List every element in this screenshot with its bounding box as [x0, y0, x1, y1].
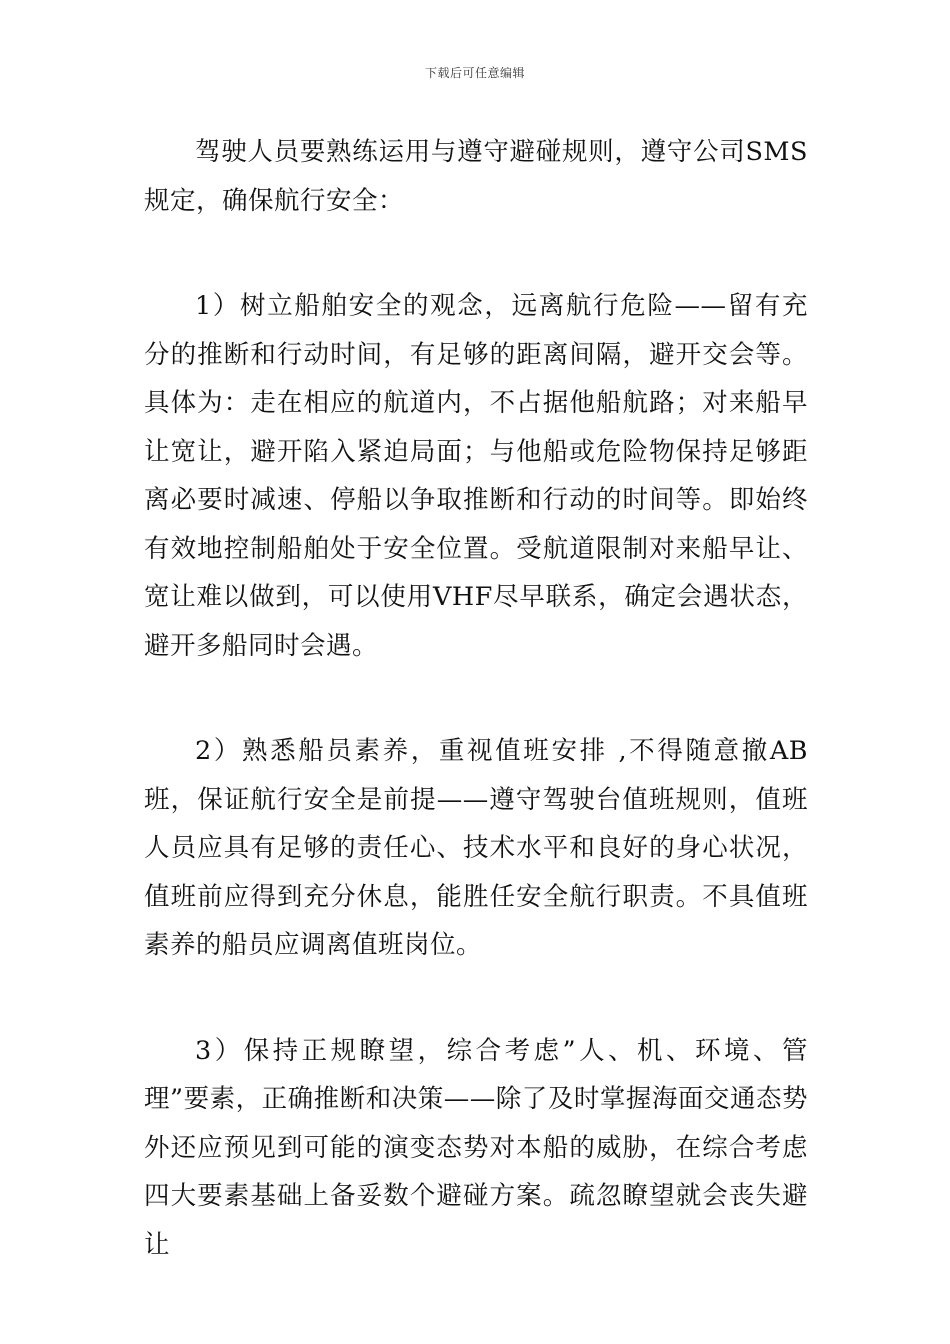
- paragraph-item-1: 1）树立船舶安全的观念，远离航行危险——留有充分的推断和行动时间，有足够的距离间隔，避开交会等。具体为：走在相应的航道内，不占据他船航路；对来船早让宽让，避开陷入紧迫局面；与他船或危险物保持足够距离必要时减速、停船以争取推断和行动的时间等。即始终有效地控制船舶处于安全位置。受航道限制对来船早让、宽让难以做到，可以使用VHF尽早联系，确定会遇状态，避开多船同时会遇。: [144, 291, 808, 661]
- paragraph-item-3: 3）保持正规瞭望，综合考虑”人、机、环境、管理”要素，正确推断和决策——除了及时掌握海面交通态势外还应预见到可能的演变态势对本船的威胁，在综合考虑四大要素基础上备妥数个避碰方案。疏忽瞭望就会丧失避让: [144, 1035, 808, 1260]
- page-header-note: 下载后可任意编辑: [424, 66, 525, 80]
- paragraph-intro: 驾驶人员要熟练运用与遵守避碰规则，遵守公司SMS规定，确保航行安全：: [144, 137, 808, 216]
- paragraph-item-2: 2）熟悉船员素养，重视值班安排 ,不得随意撤AB班，保证航行安全是前提——遵守驾驶台值班规则，值班人员应具有足够的责任心、技术水平和良好的身心状况，值班前应得到充分休息，能胜任安全航行职责。不具值班素养的船员应调离值班岗位。: [144, 736, 808, 960]
- document-body: [144, 128, 808, 1326]
